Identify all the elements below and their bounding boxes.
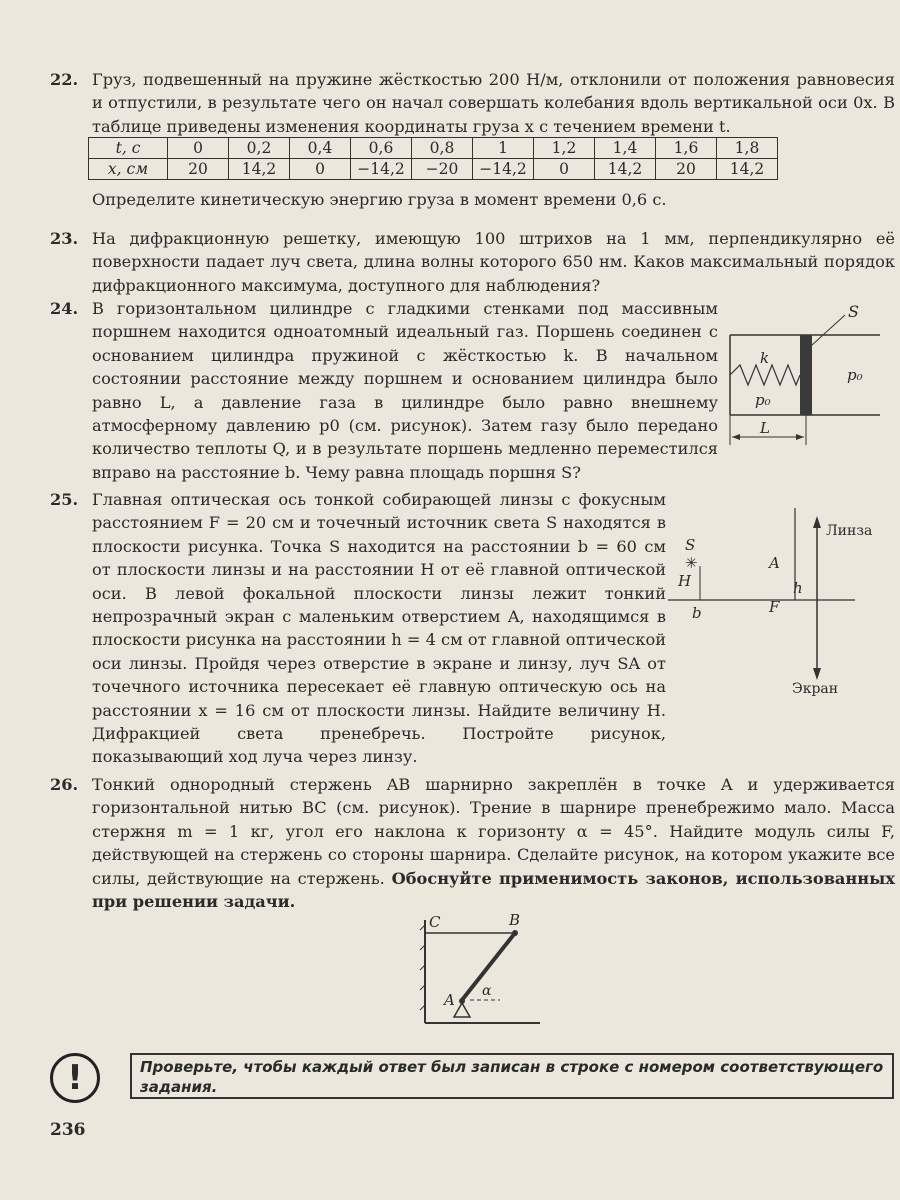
label-height-h-big: H [678, 572, 692, 590]
table-header-time: t, c [89, 138, 168, 159]
problem-text: В горизонтальном цилиндре с гладкими стенками под массивным поршнем находится одноатомный идеальный газ. Поршень соединен с основанием цилиндра пружиной с жёсткостью k. В начальном состоянии расстояние между поршнем и основанием цилиндра было равно L, а давление газа в цилиндре было равно внешнему атмосферному давлению p0 (см. рисунок). Затем газу было передано количество теплоты Q, и в результате поршень медленно переместился вправо на расстояние b. Чему равна площадь поршня S? [92, 299, 718, 482]
problem-number: 22. [50, 70, 79, 89]
rod-figure [410, 905, 550, 1035]
arrow-down [813, 668, 821, 680]
table-row-time [89, 138, 778, 159]
arrow-left [732, 434, 740, 440]
label-height-h: h [793, 579, 803, 597]
reminder-note: Проверьте, чтобы каждый ответ был записан в строке с номером соответствующего задания. [130, 1053, 894, 1099]
table-cell: 1,6 [656, 138, 717, 159]
label-p0-inside: p₀ [755, 391, 771, 409]
table-cell: −14,2 [473, 159, 534, 180]
table-cell: 0,6 [351, 138, 412, 159]
problem-26 [50, 773, 895, 913]
table-row-coordinate [89, 159, 778, 180]
table-cell: 1,8 [717, 138, 778, 159]
point-b [512, 930, 518, 936]
table-cell: 20 [656, 159, 717, 180]
table-cell: 0,2 [229, 138, 290, 159]
lens-figure [660, 500, 895, 710]
problem-number: 25. [50, 490, 79, 509]
exclamation-icon: ! [50, 1053, 100, 1103]
problem-text: Главная оптическая ось тонкой собирающей линзы с фокусным расстоянием F = 20 см и точечный источник света S находятся в плоскости рисунка. Точка S находится на расстоянии b = 60 см от плоскости линзы и на расстоянии H от её главной оптической оси. В левой фокальной плоскости линзы лежит тонкий непрозрачный экран с маленьким отверстием A, находящимся в плоскости рисунка на расстоянии h = 4 см от главной оптической оси линзы. Пройдя через отверстие в экране и линзу, луч SA от точечного источника пересекает её главную оптическую ось на расстоянии x = 16 см от плоскости линзы. Найдите величину H. Дифракцией света пренебречь. Постройте рисунок, показывающий ход луча через линзу. [92, 490, 666, 767]
problem-number: 26. [50, 775, 79, 794]
label-alpha: α [482, 983, 492, 999]
cylinder-figure [720, 305, 890, 465]
spring [730, 365, 800, 385]
arrow-up [813, 516, 821, 528]
piston [800, 335, 812, 415]
table-cell: 14,2 [595, 159, 656, 180]
label-hole-a: A [769, 554, 780, 572]
label-k: k [760, 349, 770, 367]
problem-23 [50, 227, 895, 297]
problem-number: 24. [50, 299, 79, 318]
problem-text-main: Тонкий однородный стержень AB шарнирно закреплён в точке A и удерживается горизонтальной нитью BC (см. рисунок). Трение в шарнире пренебрежимо мало. Масса стержня m = 1 кг, угол его наклона к горизонту α = 45°. Найдите модуль силы F, действующей на стержень со стороны шарнира. Сделайте рисунок, на котором укажите все силы, действующие на стержень. [92, 775, 895, 888]
label-source: S [685, 536, 696, 554]
hinge [454, 1003, 470, 1017]
arrow-right [796, 434, 804, 440]
problem-text: На дифракционную решетку, имеющую 100 штрихов на 1 мм, перпендикулярно её поверхности падает луч света, длина волны которого 650 нм. Каков максимальный порядок дифракционного максимума, доступного для наблюдения? [92, 229, 895, 295]
table-cell: 1,4 [595, 138, 656, 159]
label-b: B [509, 911, 521, 929]
table-cell: 20 [168, 159, 229, 180]
table-cell: 0 [534, 159, 595, 180]
table-cell: 0 [290, 159, 351, 180]
label-screen: Экран [792, 681, 839, 697]
problem-number: 23. [50, 229, 79, 248]
table-cell: 0 [168, 138, 229, 159]
table-cell: −20 [412, 159, 473, 180]
problem-text-bold: Обоснуйте применимость законов, использованных при решении задачи. [92, 868, 895, 912]
point-a [459, 998, 465, 1004]
problem-question: Определите кинетическую энергию груза в момент времени 0,6 с. [92, 190, 667, 209]
source-mark: ✳ [685, 554, 698, 572]
table-cell: 1 [473, 138, 534, 159]
piston-leader-line [812, 315, 845, 345]
label-focus-f: F [769, 598, 780, 616]
table-cell: 0,8 [412, 138, 473, 159]
label-p0-outside: p₀ [847, 366, 863, 384]
table-cell: 1,2 [534, 138, 595, 159]
problem-text: Груз, подвешенный на пружине жёсткостью 200 Н/м, отклонили от положения равновесия и отпустили, в результате чего он начал совершать колебания вдоль вертикальной оси 0x. В таблице приведены изменения координаты груза x с течением времени t. [92, 70, 895, 136]
label-a: A [444, 991, 455, 1009]
label-l: L [760, 419, 770, 437]
page-number: 236 [50, 1120, 86, 1140]
problem-22 [50, 68, 895, 138]
label-distance-b: b [692, 604, 702, 622]
data-table [88, 137, 778, 180]
label-lens: Линза [826, 523, 873, 539]
problem-text [92, 773, 895, 913]
table-header-coordinate: x, см [89, 159, 168, 180]
table-cell: 14,2 [717, 159, 778, 180]
label-s: S [848, 305, 859, 321]
table-cell: 0,4 [290, 138, 351, 159]
table-cell: 14,2 [229, 159, 290, 180]
label-c: C [429, 913, 441, 931]
table-cell: −14,2 [351, 159, 412, 180]
